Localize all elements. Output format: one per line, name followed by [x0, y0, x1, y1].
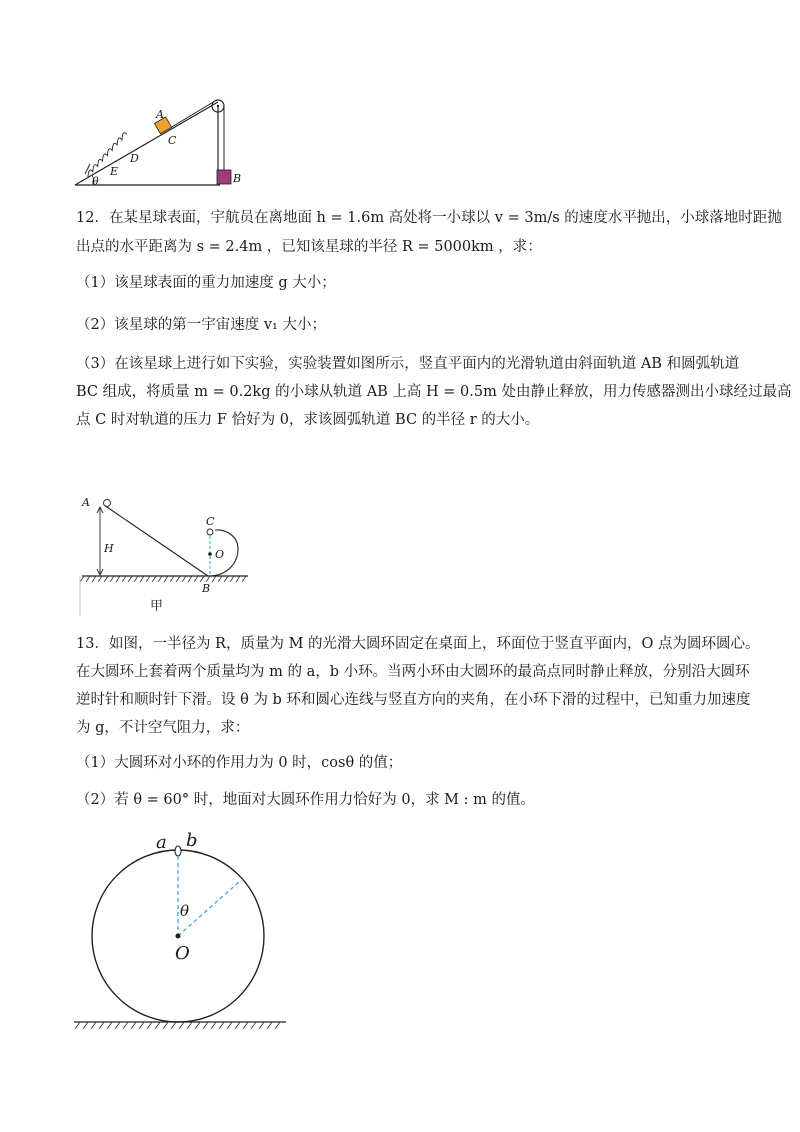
label-b: B [233, 172, 242, 185]
label-d: D [130, 152, 139, 165]
q13-sub2: （2）若 θ = 60° 时，地面对大圆环作用力恰好为 0，求 M : m 的值。 [76, 792, 535, 808]
q12-sub3-line2: BC 组成，将质量 m = 0.2kg 的小球从轨道 AB 上高 H = 0.5m 处由静止释放，用力传感器测出小球经过最高 [76, 384, 792, 400]
label-e: E [110, 165, 119, 178]
ball-c [207, 529, 213, 535]
label-a: A [82, 496, 90, 509]
incline-pulley-figure [70, 92, 250, 192]
label-b: b [186, 830, 198, 851]
label-o: O [175, 943, 190, 964]
label-theta: θ [180, 902, 190, 920]
label-c: C [168, 134, 177, 147]
q13-line2: 在大圆环上套着两个质量均为 m 的 a，b 小环。当两小环由大圆环的最高点同时静止释放，分别沿大圆环 [76, 664, 750, 680]
q12-sub3-line1: （3）在该星球上进行如下实验，实验装置如图所示，竖直平面内的光滑轨道由斜面轨道 AB 和圆弧轨道 [76, 356, 740, 372]
q13-sub1: （1）大圆环对小环的作用力为 0 时，cosθ 的值； [76, 755, 403, 771]
q13-line4: 为 g，不计空气阻力，求： [76, 720, 250, 736]
incline-loop-figure [70, 492, 270, 617]
ball-a [104, 500, 111, 507]
figure-caption: 甲 [150, 599, 164, 614]
label-a: A [156, 108, 164, 121]
q12-sub3-line3: 点 C 时对轨道的压力 F 恰好为 0，求该圆弧轨道 BC 的半径 r 的大小。 [76, 412, 540, 428]
label-c: C [206, 515, 215, 528]
q12-line2: 出点的水平距离为 s = 2.4m ，已知该星球的半径 R = 5000km ，求： [76, 239, 542, 255]
q12-sub2: （2）该星球的第一宇宙速度 v₁ 大小； [76, 317, 326, 333]
block-b [217, 170, 231, 184]
q13-line1: 13．如图，一半径为 R，质量为 M 的光滑大圆环固定在桌面上，环面位于竖直平面内，O 点为圆环圆心。 [76, 636, 760, 652]
label-o: O [215, 548, 225, 561]
ring-figure [72, 828, 292, 1033]
q13-line3: 逆时针和顺时针下滑。设 θ 为 b 环和圆心连线与竖直方向的夹角，在小环下滑的过程中，已知重力加速度 [76, 692, 751, 708]
label-b: B [202, 582, 211, 595]
label-a: a [156, 832, 167, 853]
q12-sub1: （1）该星球表面的重力加速度 g 大小； [76, 275, 336, 291]
label-theta: θ [92, 175, 99, 188]
q12-line1: 12．在某星球表面，宇航员在离地面 h = 1.6m 高处将一小球以 v = 3m/s 的速度水平抛出，小球落地时距抛 [76, 210, 782, 226]
label-h: H [104, 542, 114, 555]
small-rings [175, 846, 181, 856]
